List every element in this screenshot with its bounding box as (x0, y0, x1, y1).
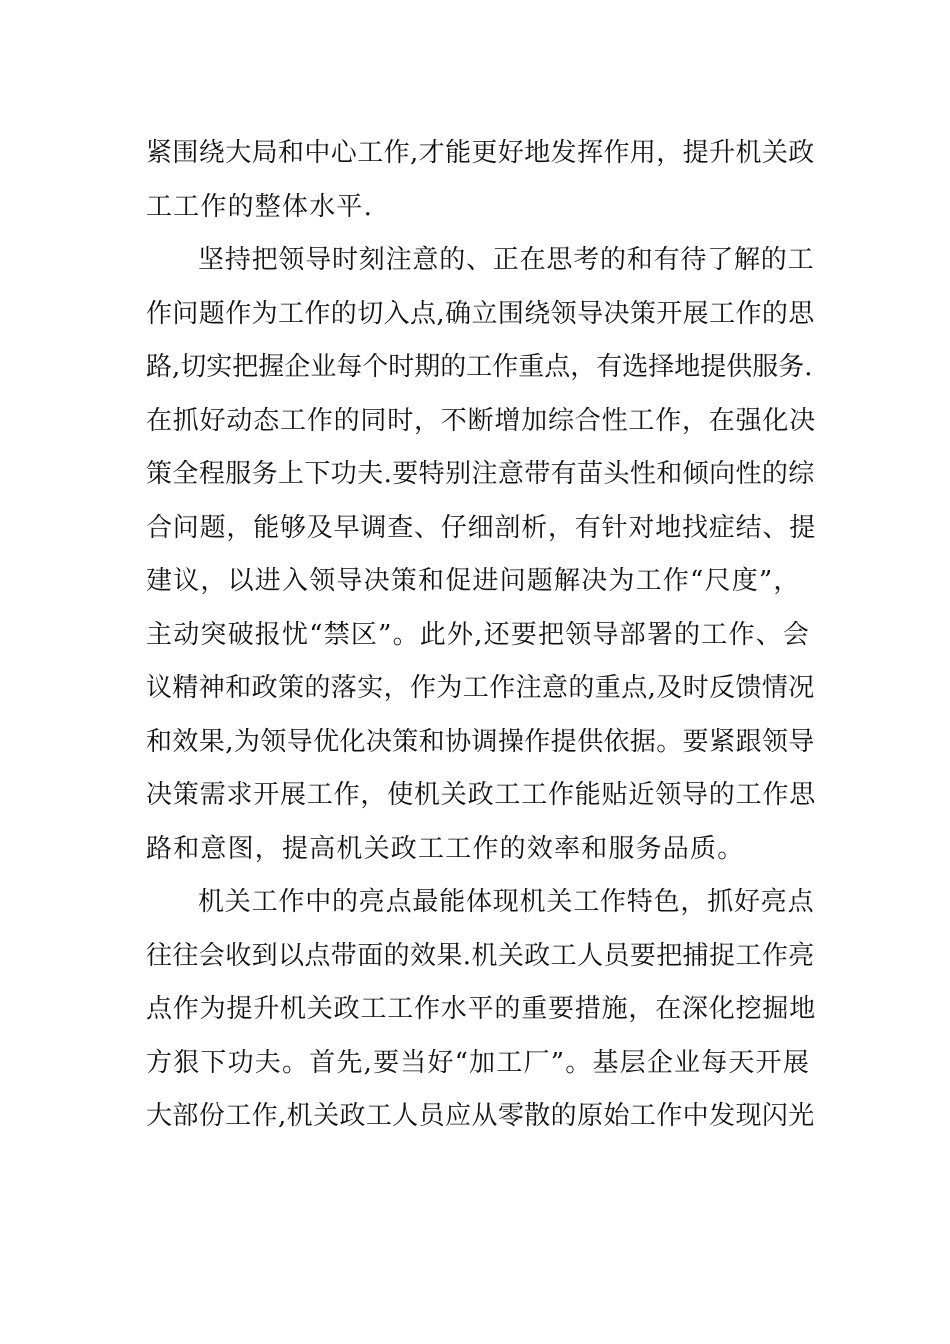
text-line: 建议，以进入领导决策和促进问题解决为工作“尺度”， (146, 566, 801, 596)
text-line: 方狠下功夫。首先,要当好“加工厂”。基层企业每天开展 (146, 1047, 811, 1078)
text-line: 决策需求开展工作，使机关政工工作能贴近领导的工作思 (146, 780, 817, 810)
text-line: 和效果,为领导优化决策和协调操作提供依据。要紧跟领导 (146, 726, 815, 757)
text-line: 工工作的整体水平. (146, 191, 374, 222)
text-line: 往往会收到以点带面的效果.机关政工人员要把捕捉工作亮 (146, 940, 815, 971)
paragraph-first-line: 机关工作中的亮点最能体现机关工作特色，抓好亮点 (198, 887, 815, 917)
text-line: 议精神和政策的落实，作为工作注意的重点,及时反馈情况 (146, 673, 815, 703)
text-line: 路和意图，提高机关政工工作的效率和服务品质。 (146, 833, 745, 864)
text-line: 作问题作为工作的切入点,确立围绕领导决策开展工作的思 (146, 298, 815, 329)
text-line: 主动突破报忧“禁区”。此外,还要把领导部署的工作、会 (146, 619, 811, 650)
text-line: 在抓好动态工作的同时，不断增加综合性工作，在强化决 (146, 405, 817, 436)
body-text (146, 127, 816, 1144)
text-line: 路,切实把握企业每个时期的工作重点，有选择地提供服务. (146, 352, 813, 382)
text-line: 策全程服务上下功夫.要特别注意带有苗头性和倾向性的综 (146, 459, 815, 489)
text-line: 合问题，能够及早调查、仔细剖析，有针对地找症结、提 (146, 512, 817, 543)
paragraph-first-line: 坚持把领导时刻注意的、正在思考的和有待了解的工 (198, 245, 815, 275)
text-line: 大部份工作,机关政工人员应从零散的原始工作中发现闪光 (146, 1101, 815, 1131)
text-line: 紧围绕大局和中心工作,才能更好地发挥作用，提升机关政 (146, 138, 815, 168)
text-line: 点作为提升机关政工工作水平的重要措施，在深化挖掘地 (146, 994, 817, 1024)
